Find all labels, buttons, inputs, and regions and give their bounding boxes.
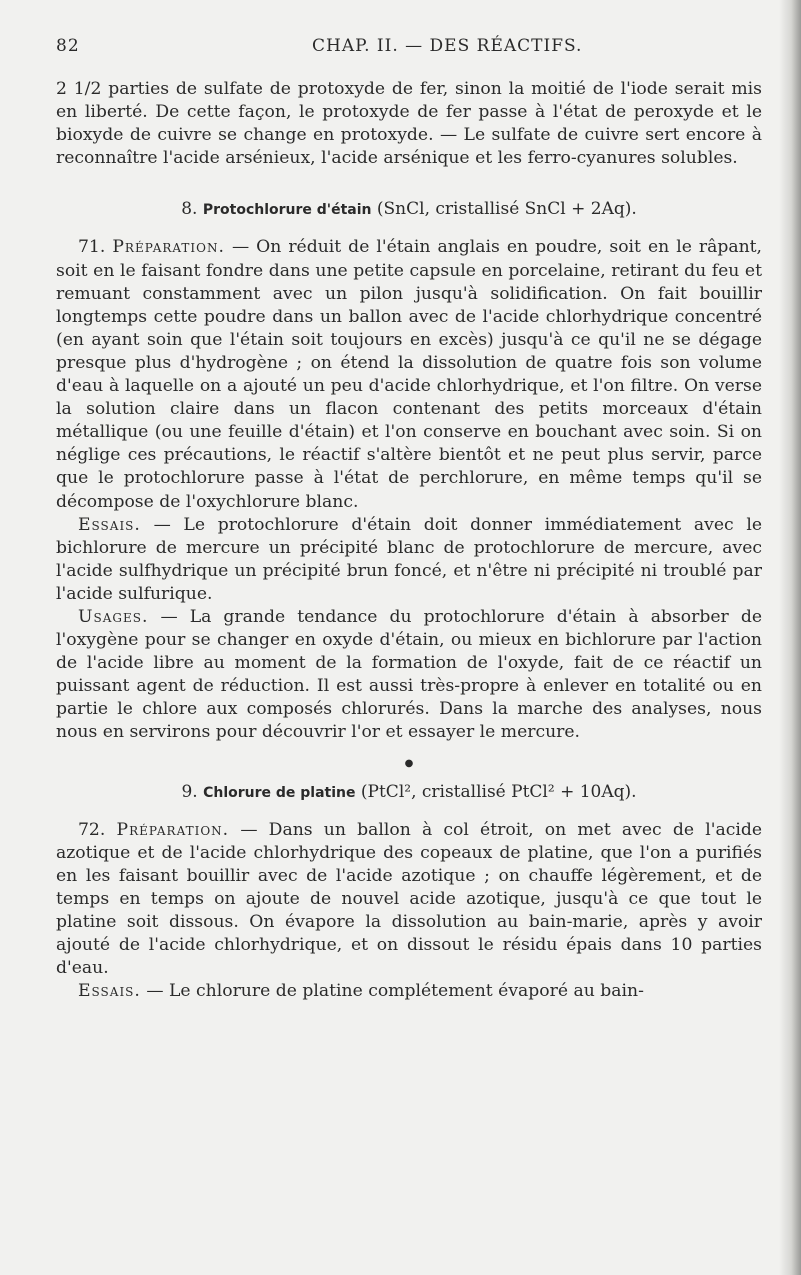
paragraph-72 xyxy=(56,819,762,981)
paragraph-text: — La grande tendance du protochlorure d'étain à absorber de l'oxygène pour se changer en oxyde d'étain, ou mieux en bichlorure par l'action de l'acide libre au moment de la formation de l'oxyde, fait de ce réactif un puissant agent de réduction. Il est aussi très-propre à enlever en totalité ou en partie le chlore aux composés chlorurés. Dans la marche des analyses, nous nous en servirons pour découvrir l'or et essayer le mercure. xyxy=(56,606,762,743)
paragraph-text: — Dans un ballon à col étroit, on met avec de l'acide azotique et de l'acide chlorhydrique des copeaux de platine, que l'on a purifiés en les faisant bouillir avec de l'acide azotique ; on chauffe légèrement, et de temps en temps on ajoute de nouvel acide azotique, jusqu'à ce que tout le platine soit dissous. On évapore la dissolution au bain-marie, après y avoir ajouté de l'acide chlorhydrique, et on dissout le résidu épais dans 10 parties d'eau. xyxy=(56,819,762,979)
paragraph-label: Essais. xyxy=(78,514,141,535)
paragraph-essais-2 xyxy=(56,980,762,1003)
section-heading-8 xyxy=(56,198,762,222)
paragraph-text: — On réduit de l'étain anglais en poudre, soit en le râpant, soit en le faisant fondre dans une petite capsule en porcelaine, retirant du feu et remuant constamment avec un pilon jusqu'à solidification. On fait bouillir longtemps cette poudre dans un ballon avec de l'acide chlorhydrique concentré (en ayant soin que l'étain soit toujours en excès) jusqu'à ce qu'il ne se dégage presque plus d'hydrogène ; on étend la dissolution de quatre fois son volume d'eau à laquelle on a ajouté un peu d'acide chlorhydrique, et l'on filtre. On verse la solution claire dans un flacon contenant des petits morceaux d'étain métallique (ou une feuille d'étain) et l'on conserve en bouchant avec soin. Si on néglige ces précautions, le réactif s'altère bientôt et ne peut plus servir, parce que le protochlorure passe à l'état de perchlorure, en même temps qu'il se décompose de l'oxychlorure blanc. xyxy=(56,237,763,512)
paragraph-71 xyxy=(56,236,762,513)
paragraph-number: 72. xyxy=(78,819,106,840)
paragraph-text: — Le chlorure de platine complétement évaporé au bain- xyxy=(146,981,644,1002)
paragraph-text: — Le protochlorure d'étain doit donner immédiatement avec le bichlorure de mercure un précipité blanc de protochlorure de mercure, avec l'acide sulfhydrique un précipité brun foncé, et n'être ni précipité ni troublé par l'acide sulfurique. xyxy=(56,514,762,604)
heading-number: 9. xyxy=(181,781,198,802)
paragraph-label: Préparation. xyxy=(116,819,230,840)
paragraph-label: Usages. xyxy=(78,606,149,627)
section-heading-9 xyxy=(56,781,762,805)
paragraph-label: Essais. xyxy=(78,981,141,1002)
paragraph-number: 71. xyxy=(78,237,106,258)
heading-formula: (SnCl, cristallisé SnCl + 2Aq). xyxy=(376,199,637,220)
paragraph-continuation: 2 1/2 parties de sulfate de protoxyde de fer, sinon la moitié de l'iode serait mis en liberté. De cette façon, le protoxyde de fer passe à l'état de peroxyde et le bioxyde de cuivre se change en protoxyde. — Le sulfate de cuivre sert encore à reconnaître l'acide arsénieux, l'acide arsénique et les ferro-cyanures solubles. xyxy=(56,79,762,169)
paragraph-usages xyxy=(56,606,762,745)
heading-number: 8. xyxy=(181,199,198,220)
heading-formula: (PtCl², cristallisé PtCl² + 10Aq). xyxy=(360,781,637,802)
heading-name: Chlorure de platine xyxy=(203,784,356,801)
chapter-title: CHAP. II. — DES RÉACTIFS. xyxy=(312,36,583,56)
heading-name: Protochlorure d'étain xyxy=(202,202,372,219)
paragraph-essais-1 xyxy=(56,514,762,606)
ink-dot: ● xyxy=(404,757,414,769)
page-edge-shadow xyxy=(779,0,801,1275)
page-body xyxy=(56,78,762,1003)
paragraph-label: Préparation. xyxy=(112,237,225,258)
page-number: 82 xyxy=(56,36,80,56)
